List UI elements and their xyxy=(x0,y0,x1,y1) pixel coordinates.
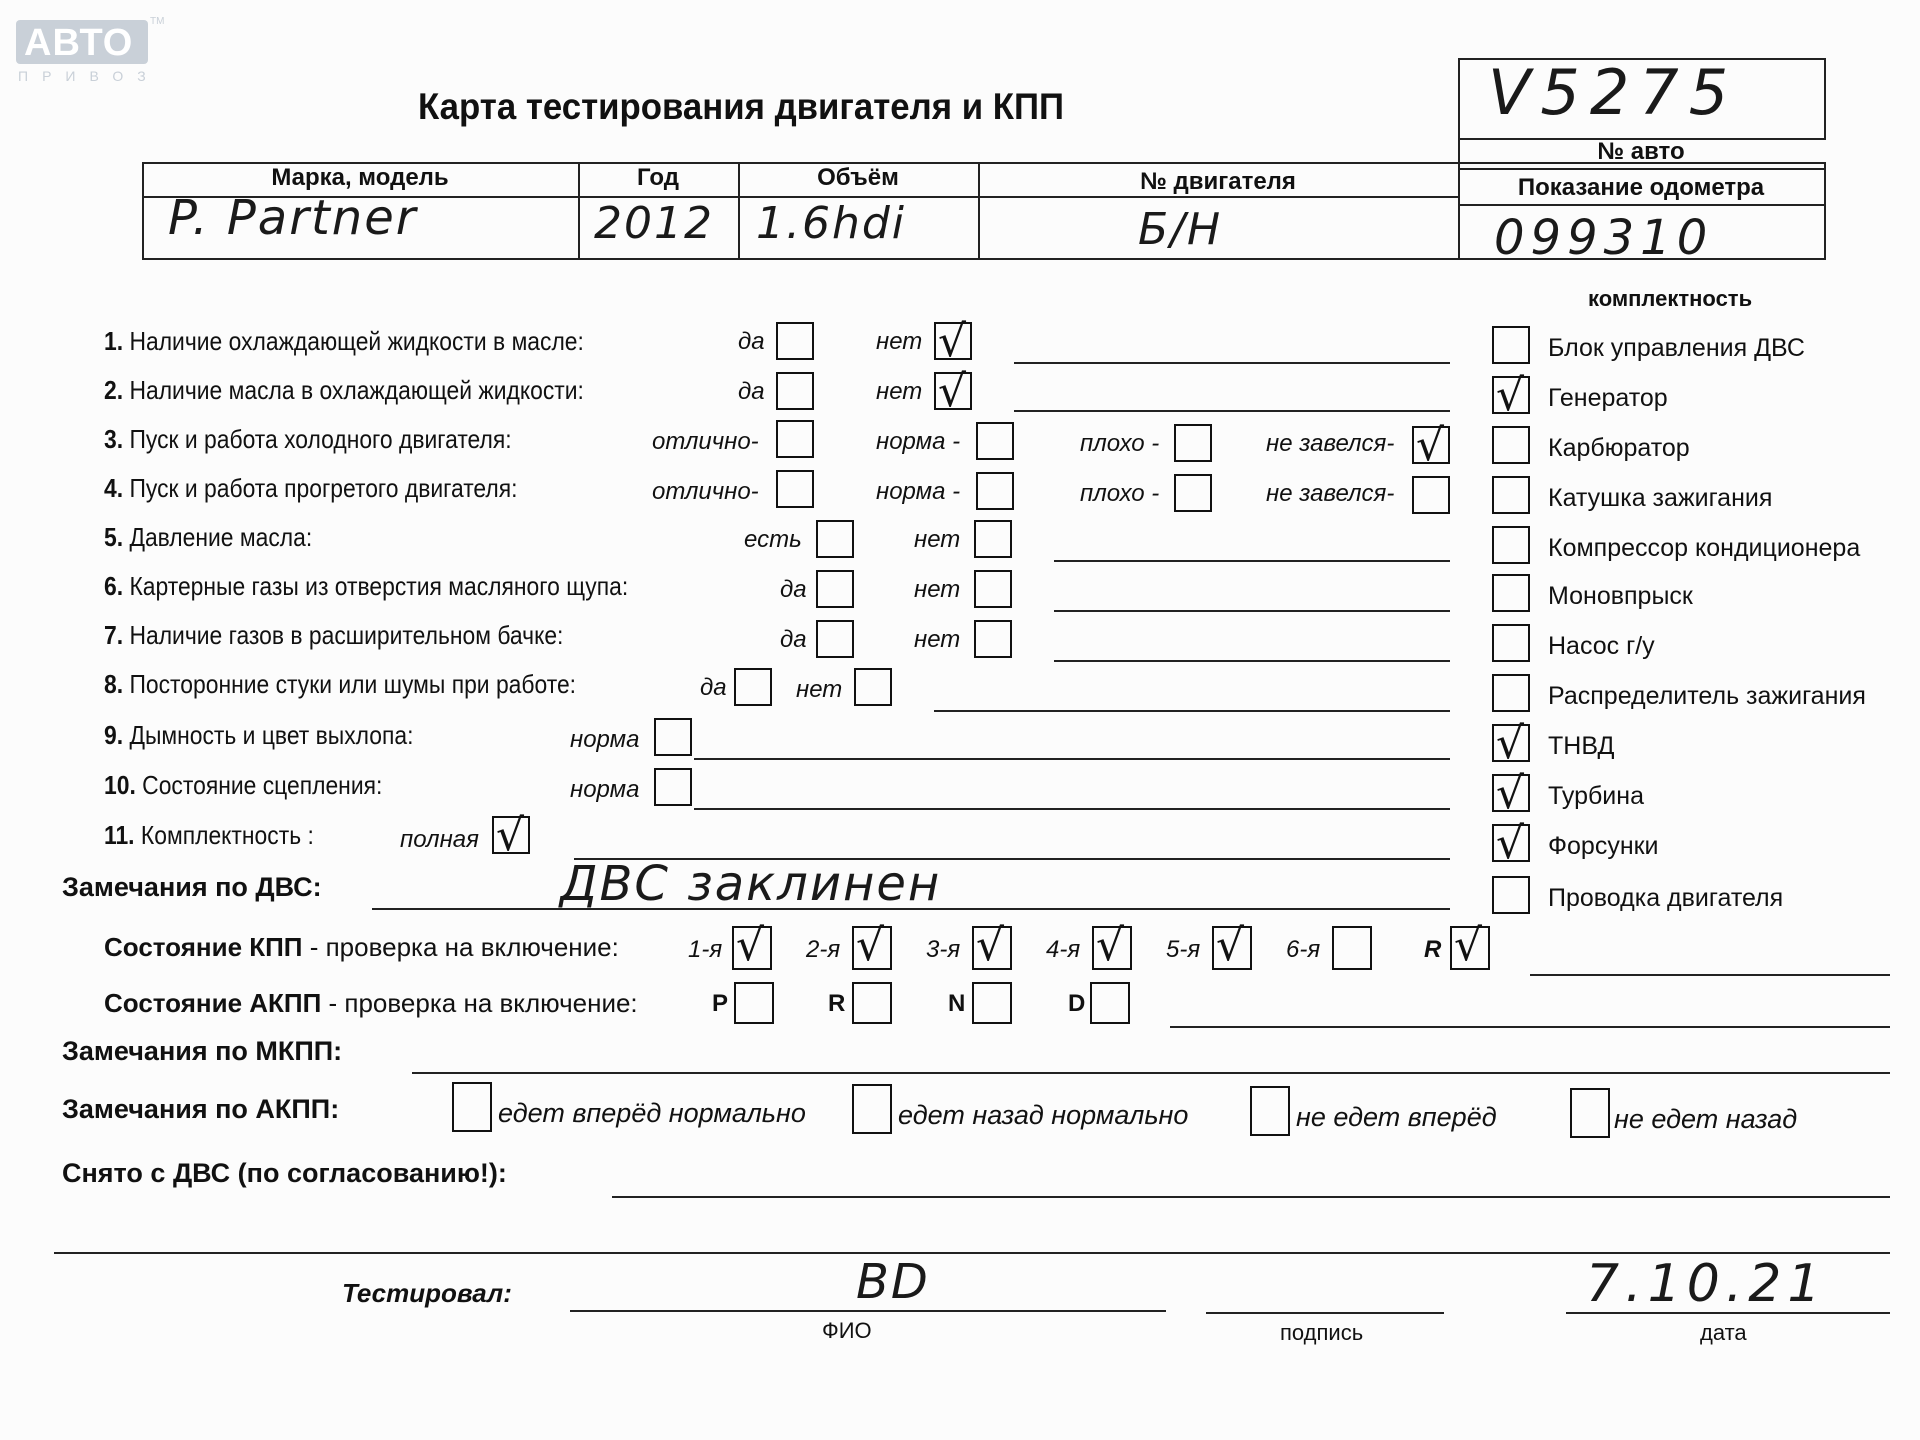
header-volume: Объём xyxy=(817,164,899,191)
kpp-gear-3-checkbox[interactable] xyxy=(972,926,1012,970)
question-7: 7. Наличие газов в расширительном бачке: xyxy=(104,620,564,650)
akpp-d-checkbox[interactable] xyxy=(1090,982,1130,1024)
completeness-title: комплектность xyxy=(1588,286,1753,311)
q5-est-checkbox[interactable] xyxy=(816,520,854,558)
question-2: 2. Наличие масла в охлаждающей жидкости: xyxy=(104,375,584,405)
kpp-gear-r-checkbox[interactable] xyxy=(1450,926,1490,970)
compl-blok-upravleniya-checkbox[interactable] xyxy=(1492,326,1530,364)
q9-norma-checkbox[interactable] xyxy=(654,718,692,756)
header-year: Год xyxy=(637,164,679,191)
kpp-label: Состояние КПП - проверка на включение: xyxy=(104,932,619,962)
page-title: Карта тестирования двигателя и КПП xyxy=(418,86,1064,127)
fio-value: BD xyxy=(856,1254,930,1310)
compl-karbyurator-checkbox[interactable] xyxy=(1492,426,1530,464)
compl-turbina-checkbox[interactable] xyxy=(1492,774,1530,812)
q1-net-checkbox[interactable] xyxy=(934,322,972,360)
kpp-gear-2-checkbox[interactable] xyxy=(852,926,892,970)
question-3: 3. Пуск и работа холодного двигателя: xyxy=(104,424,512,454)
compl-kompressor-checkbox[interactable] xyxy=(1492,526,1530,564)
compl-generator-checkbox[interactable] xyxy=(1492,376,1530,414)
remarks-akpp-label: Замечания по АКПП: xyxy=(62,1094,340,1124)
compl-blok-upravleniya-label: Блок управления ДВС xyxy=(1548,334,1805,362)
q3-ploho-checkbox[interactable] xyxy=(1174,424,1212,462)
q10-norma-checkbox[interactable] xyxy=(654,768,692,806)
q5-net-checkbox[interactable] xyxy=(974,520,1012,558)
compl-raspredelitel-checkbox[interactable] xyxy=(1492,674,1530,712)
removed-label: Снято с ДВС (по согласованию!): xyxy=(62,1158,507,1188)
compl-forsunki-checkbox[interactable] xyxy=(1492,824,1530,862)
question-9: 9. Дымность и цвет выхлопа: xyxy=(104,720,414,750)
test-card-page: АВТО TM ПРИВОЗ Карта тестирования двигателя и КПП V5275 Марка, модель Год Объём № двигателя № авто Показание одометра P. Partner 2012 1.6hdi Б/Н 099310 комплектность 1. Наличие охлаждающей жидкости в масле: 2. Наличие масла в охлаждающей жидкости: 3. Пуск и работа холодного двигателя: 4. Пуск и работа прогретого двигателя: 5. Давление масла: 6. Картерные газы из отверстия масляного щупа: 7. Наличие газов в расширительном бачке: 8. Посторонние стуки или шумы при работе: 9. Дымность и цвет выхлопа: 10. Состояние сцепления: 11. Комплектность : да нет √ да нет √ отлично- норма - плохо - не завелся- √ отлично- норма - плохо - не завелся- есть нет да нет да нет да нет норма норма полная √ Блок управления ДВС √ Генератор Карбюратор Катушка зажигания Компрессор кондиционера Моновпрыск Насос г/у Распределитель зажигания √ ТНВД √ Турбина √ Форсунки Проводка двигателя Замечания по ДВС: ДВС заклинен Состояние КПП - проверка на включение: 1-я √ 2-я √ 3-я √ 4-я √ 5-я √ 6-я R √ Состояние АКПП - проверка на включение: P R N D Замечания по МКПП: Замечания по АКПП: едет вперёд нормально едет назад нормально не едет вперёд не едет назад Снято с ДВС (по согласованию!): Тестировал: BD ФИО подпись 7.10.21 дата xyxy=(0,0,1920,1440)
q6-net-checkbox[interactable] xyxy=(974,570,1012,608)
q3-otlichno-checkbox[interactable] xyxy=(776,420,814,458)
compl-turbina-label: Турбина xyxy=(1548,782,1644,810)
q1-da-checkbox[interactable] xyxy=(776,322,814,360)
question-4: 4. Пуск и работа прогретого двигателя: xyxy=(104,473,518,503)
compl-kompressor-label: Компрессор кондиционера xyxy=(1548,534,1861,562)
q11-polnaya-checkbox[interactable] xyxy=(492,816,530,854)
compl-nasos-label: Насос г/у xyxy=(1548,632,1655,660)
akpp-no-back-checkbox[interactable] xyxy=(1570,1088,1610,1138)
akpp-p-checkbox[interactable] xyxy=(734,982,774,1024)
akpp-r-checkbox[interactable] xyxy=(852,982,892,1024)
akpp-n-checkbox[interactable] xyxy=(972,982,1012,1024)
header-brand-model: Марка, модель xyxy=(271,164,449,191)
q8-net-checkbox[interactable] xyxy=(854,668,892,706)
tested-label: Тестировал: xyxy=(342,1278,512,1308)
q7-da-checkbox[interactable] xyxy=(816,620,854,658)
q4-norma-checkbox[interactable] xyxy=(976,472,1014,510)
header-car-no: № авто xyxy=(1597,138,1685,165)
question-11: 11. Комплектность : xyxy=(104,820,314,850)
akpp-back-ok-label: едет назад нормально xyxy=(898,1100,1189,1130)
q7-net-checkbox[interactable] xyxy=(974,620,1012,658)
compl-katushka-checkbox[interactable] xyxy=(1492,476,1530,514)
remarks-dvs-label: Замечания по ДВС: xyxy=(62,872,322,902)
kpp-gear-5-checkbox[interactable] xyxy=(1212,926,1252,970)
kpp-gear-6-checkbox[interactable] xyxy=(1332,926,1372,970)
q4-ploho-checkbox[interactable] xyxy=(1174,474,1212,512)
value-volume: 1.6hdi xyxy=(756,198,907,249)
akpp-no-forward-checkbox[interactable] xyxy=(1250,1086,1290,1136)
header-engine-no: № двигателя xyxy=(1140,168,1296,195)
q8-da-checkbox[interactable] xyxy=(734,668,772,706)
compl-generator-label: Генератор xyxy=(1548,384,1668,412)
value-engine-no: Б/Н xyxy=(1138,204,1223,255)
q6-da-checkbox[interactable] xyxy=(816,570,854,608)
q4-otlichno-checkbox[interactable] xyxy=(776,470,814,508)
avto-privoz-logo: АВТО TM ПРИВОЗ xyxy=(18,16,165,84)
value-odometer: 099310 xyxy=(1494,210,1714,266)
akpp-label: Состояние АКПП - проверка на включение: xyxy=(104,988,638,1018)
q2-da-checkbox[interactable] xyxy=(776,372,814,410)
compl-monovprysk-checkbox[interactable] xyxy=(1492,574,1530,612)
remarks-mkpp-label: Замечания по МКПП: xyxy=(62,1036,343,1066)
question-5: 5. Давление масла: xyxy=(104,522,313,552)
kpp-gear-4-checkbox[interactable] xyxy=(1092,926,1132,970)
q3-ne-zavelsya-checkbox[interactable] xyxy=(1412,426,1450,464)
remarks-dvs-value: ДВС заклинен xyxy=(560,856,942,912)
compl-tnvd-checkbox[interactable] xyxy=(1492,724,1530,762)
compl-monovprysk-label: Моновпрыск xyxy=(1548,582,1693,610)
akpp-no-back-label: не едет назад xyxy=(1614,1104,1798,1134)
value-year: 2012 xyxy=(594,198,714,249)
compl-raspredelitel-label: Распределитель зажигания xyxy=(1548,682,1866,710)
q2-net-checkbox[interactable] xyxy=(934,372,972,410)
car-number-value: V5275 xyxy=(1488,56,1739,129)
compl-tnvd-label: ТНВД xyxy=(1548,732,1615,760)
akpp-forward-ok-checkbox[interactable] xyxy=(452,1082,492,1132)
question-10: 10. Состояние сцепления: xyxy=(104,770,383,800)
question-6: 6. Картерные газы из отверстия масляного щупа: xyxy=(104,571,629,601)
compl-provodka-checkbox[interactable] xyxy=(1492,876,1530,914)
compl-nasos-checkbox[interactable] xyxy=(1492,624,1530,662)
value-brand-model: P. Partner xyxy=(168,190,418,246)
compl-forsunki-label: Форсунки xyxy=(1548,832,1659,860)
compl-provodka-label: Проводка двигателя xyxy=(1548,884,1784,912)
q3-norma-checkbox[interactable] xyxy=(976,422,1014,460)
question-8: 8. Посторонние стуки или шумы при работе: xyxy=(104,669,577,699)
date-value: 7.10.21 xyxy=(1586,1254,1827,1314)
question-1: 1. Наличие охлаждающей жидкости в масле: xyxy=(104,326,584,356)
compl-katushka-label: Катушка зажигания xyxy=(1548,484,1773,512)
akpp-back-ok-checkbox[interactable] xyxy=(852,1084,892,1134)
compl-karbyurator-label: Карбюратор xyxy=(1548,434,1690,462)
fio-label: ФИО xyxy=(822,1318,872,1343)
header-odometer: Показание одометра xyxy=(1517,174,1765,201)
signature-label: подпись xyxy=(1280,1320,1364,1345)
akpp-no-forward-label: не едет вперёд xyxy=(1296,1102,1497,1132)
q4-ne-zavelsya-checkbox[interactable] xyxy=(1412,476,1450,514)
kpp-gear-1-checkbox[interactable] xyxy=(732,926,772,970)
date-label: дата xyxy=(1700,1320,1747,1345)
akpp-forward-ok-label: едет вперёд нормально xyxy=(498,1098,806,1128)
